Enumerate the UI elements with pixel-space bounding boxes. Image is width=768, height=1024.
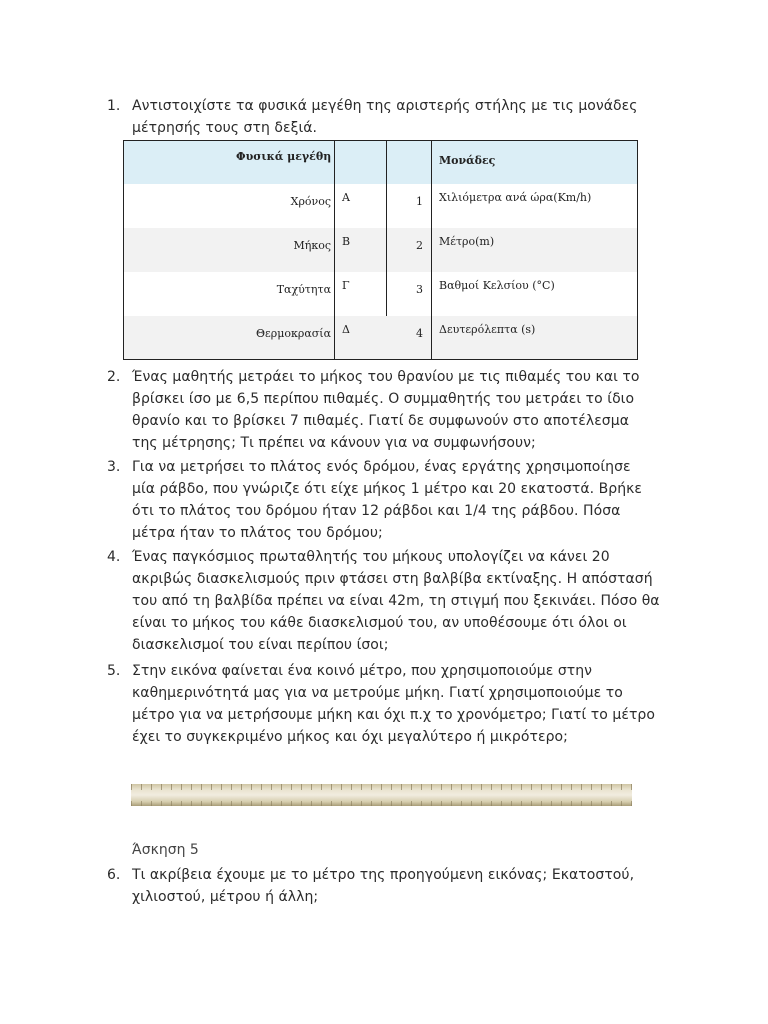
question-4-line: ακριβώς διασκελισμούς πριν φτάσει στη βαλβίβα εκτίναξης. Η απόστασή	[132, 571, 653, 587]
unit-number: 3	[416, 283, 423, 296]
question-3-text	[132, 456, 672, 544]
question-5-number: 5.	[107, 663, 121, 679]
unit-name: Μέτρο(m)	[439, 235, 495, 248]
question-2-line: θρανίο και το βρίσκει 7 πιθαμές. Γιατί δε συμφωνούν στο αποτέλεσμα	[132, 413, 629, 429]
question-2-line: βρίσκει ίσο με 6,5 περίπου πιθαμές. Ο συμμαθητής του μετράει το ίδιο	[132, 391, 635, 407]
question-3-line: ότι το πλάτος του δρόμου ήταν 12 ράβδοι και 1/4 της ράβδου. Πόσα	[132, 503, 621, 519]
question-1-text	[132, 95, 672, 139]
question-5-line: Στην εικόνα φαίνεται ένα κοινό μέτρο, που χρησιμοποιούμε στην	[132, 663, 593, 679]
quantity-letter: Δ	[342, 323, 350, 336]
question-1-line: Αντιστοιχίστε τα φυσικά μεγέθη της αριστερής στήλης με τις μονάδες	[132, 98, 638, 114]
table-header-row	[124, 141, 637, 185]
question-6-number: 6.	[107, 867, 121, 883]
question-2-number: 2.	[107, 369, 121, 385]
question-4-text	[132, 546, 672, 656]
quantity-name: Χρόνος	[290, 195, 331, 208]
question-5-line: καθημερινότητά μας για να μετρούμε μήκη. Γιατί χρησιμοποιούμε το	[132, 685, 623, 701]
question-3-line: μέτρα ήταν το πλάτος του δρόμου;	[132, 525, 383, 541]
quantity-letter: Β	[342, 235, 351, 248]
header-quantities: Φυσικά μεγέθη	[236, 150, 332, 163]
question-5-line: έχει το συγκεκριμένο μήκος και όχι μεγαλύτερο ή μικρότερο;	[132, 729, 568, 745]
question-4-line: Ένας παγκόσμιος πρωταθλητής του μήκους υπολογίζει να κάνει 20	[132, 549, 610, 565]
question-5-line: μέτρο για να μετρήσουμε μήκη και όχι π.χ το χρονόμετρο; Γιατί το μέτρο	[132, 707, 655, 723]
quantity-name: Ταχύτητα	[276, 283, 331, 296]
question-3-line: Για να μετρήσει το πλάτος ενός δρόμου, ένας εργάτης χρησιμοποίησε	[132, 459, 631, 475]
table-row	[124, 316, 637, 359]
question-6-text	[132, 864, 672, 908]
unit-number: 1	[416, 195, 423, 208]
units-matching-table	[123, 140, 638, 360]
question-1-number: 1.	[107, 98, 121, 114]
question-4-number: 4.	[107, 549, 121, 565]
question-3-number: 3.	[107, 459, 121, 475]
question-2-text	[132, 366, 672, 454]
unit-number: 4	[416, 327, 423, 340]
column-divider	[386, 141, 387, 316]
unit-name: Χιλιόμετρα ανά ώρα(Km/h)	[439, 191, 592, 204]
quantity-name: Μήκος	[293, 239, 331, 252]
unit-number: 2	[416, 239, 423, 252]
question-4-line: διασκελισμοί του είναι περίπου ίσοι;	[132, 637, 389, 653]
table-row	[124, 228, 637, 272]
quantity-letter: Γ	[342, 279, 350, 292]
unit-name: Βαθμοί Κελσίου (°C)	[439, 279, 555, 292]
unit-name: Δευτερόλεπτα (s)	[439, 323, 536, 336]
header-units: Μονάδες	[439, 154, 496, 167]
question-4-line: είναι το μήκος του κάθε διασκελισμού του, αν υποθέσουμε ότι όλοι οι	[132, 615, 627, 631]
column-divider	[334, 141, 335, 359]
table-row	[124, 272, 637, 316]
ruler-ticks-bottom	[131, 801, 632, 806]
quantity-letter: Α	[342, 191, 350, 204]
quantity-name: Θερμοκρασία	[256, 327, 331, 340]
figure-caption: Άσκηση 5	[132, 842, 199, 858]
question-4-line: του από τη βαλβίδα πρέπει να είναι 42m, τη στιγμή που ξεκινάει. Πόσο θα	[132, 593, 660, 609]
ruler-image	[131, 784, 632, 806]
question-1-line: μέτρησής τους στη δεξιά.	[132, 120, 318, 136]
column-divider	[431, 141, 432, 359]
ruler-ticks-top	[131, 784, 632, 790]
question-5-text	[132, 660, 672, 748]
question-3-line: μία ράβδο, που γνώριζε ότι είχε μήκος 1 μέτρο και 20 εκατοστά. Βρήκε	[132, 481, 643, 497]
question-6-line: Τι ακρίβεια έχουμε με το μέτρο της προηγούμενη εικόνας; Εκατοστού,	[132, 867, 635, 883]
table-row	[124, 184, 637, 229]
question-2-line: Ένας μαθητής μετράει το μήκος του θρανίου με τις πιθαμές του και το	[132, 369, 640, 385]
question-2-line: της μέτρησης; Τι πρέπει να κάνουν για να συμφωνήσουν;	[132, 435, 536, 451]
question-6-line: χιλιοστού, μέτρου ή άλλη;	[132, 889, 319, 905]
